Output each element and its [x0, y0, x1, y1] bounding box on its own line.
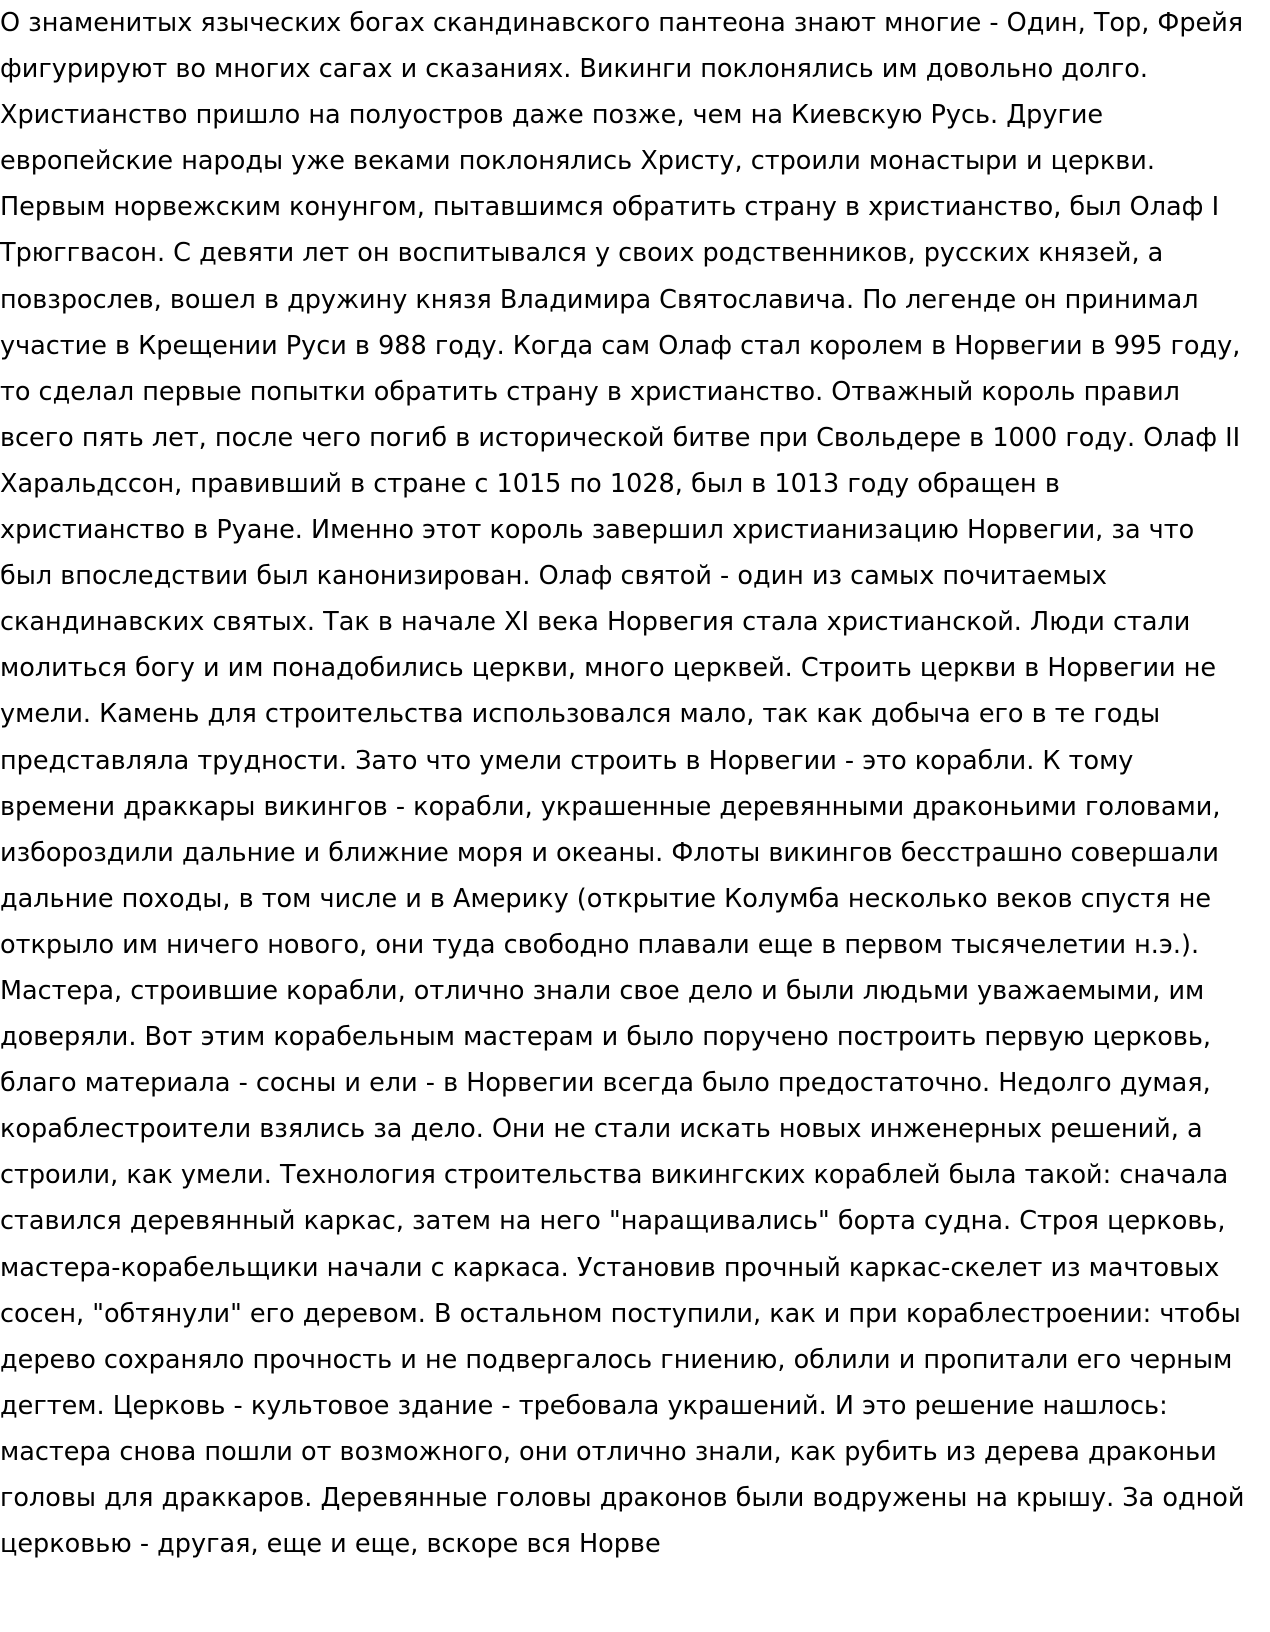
text-line: фигурируют во многих сагах и сказаниях. Викинги поклонялись им довольно долго.: [0, 54, 1148, 85]
text-line: доверяли. Вот этим корабельным мастерам и было поручено построить первую церковь,: [0, 1022, 1212, 1053]
text-line: мастера снова пошли от возможного, они отлично знали, как рубить из дерева драконьи: [0, 1436, 1217, 1467]
text-line: христианство в Руане. Именно этот король завершил христианизацию Норвегии, за что: [0, 515, 1195, 546]
text-line: европейские народы уже веками поклонялись Христу, строили монастыри и церкви.: [0, 146, 1155, 177]
text-line: всего пять лет, после чего погиб в исторической битве при Свольдере в 1000 году. Олаф II: [0, 422, 1241, 453]
text-line: участие в Крещении Руси в 988 году. Когда сам Олаф стал королем в Норвегии в 995 году,: [0, 330, 1241, 361]
text-line: головы для драккаров. Деревянные головы драконов были водружены на крышу. За одной: [0, 1483, 1245, 1513]
text-line: Христианство пришло на полуостров даже позже, чем на Киевскую Русь. Другие: [0, 100, 1104, 131]
text-line: строили, как умели. Технология строительства викингских кораблей была такой: сначала: [0, 1160, 1229, 1191]
text-line: О знаменитых языческих богах скандинавского пантеона знают многие - Один, Тор, Фрейя: [0, 8, 1244, 38]
text-line: избороздили дальние и ближние моря и океаны. Флоты викингов бесстрашно совершали: [0, 837, 1219, 868]
text-line: повзрослев, вошел в дружину князя Владимира Святославича. По легенде он принимал: [0, 284, 1199, 315]
text-line: сосен, "обтянули" его деревом. В остальном поступили, как и при кораблестроении: чтобы: [0, 1298, 1241, 1329]
text-line: благо материала - сосны и ели - в Норвегии всегда было предостаточно. Недолго думая,: [0, 1068, 1211, 1099]
text-line: церковью - другая, еще и еще, вскоре вся Норве: [0, 1529, 661, 1560]
text-line: скандинавских святых. Так в начале XI века Норвегия стала христианской. Люди стали: [0, 607, 1191, 638]
text-line: Харальдссон, правивший в стране с 1015 по 1028, был в 1013 году обращен в: [0, 468, 1060, 499]
text-line: то сделал первые попытки обратить страну в христианство. Отважный король правил: [0, 376, 1180, 407]
text-line: дерево сохраняло прочность и не подвергалось гниению, облили и пропитали его черным: [0, 1344, 1233, 1375]
text-line: был впоследствии был канонизирован. Олаф святой - один из самых почитаемых: [0, 561, 1107, 592]
text-line: ставился деревянный каркас, затем на него "наращивались" борта судна. Строя церковь,: [0, 1206, 1226, 1237]
text-line: мастера-корабельщики начали с каркаса. Установив прочный каркас-скелет из мачтовых: [0, 1252, 1220, 1283]
text-line: времени драккары викингов - корабли, украшенные деревянными драконьими головами,: [0, 791, 1221, 822]
text-line: дальние походы, в том числе и в Америку (открытие Колумба несколько веков спустя не: [0, 883, 1212, 914]
text-line: Трюггвасон. С девяти лет он воспитывался у своих родственников, русских князей, а: [0, 238, 1164, 269]
text-line: Мастера, строившие корабли, отлично знали свое дело и были людьми уважаемыми, им: [0, 975, 1205, 1006]
text-line: представляла трудности. Зато что умели строить в Норвегии - это корабли. К тому: [0, 745, 1134, 776]
text-line: умели. Камень для строительства использовался мало, так как добыча его в те годы: [0, 699, 1161, 730]
text-line: кораблестроители взялись за дело. Они не стали искать новых инженерных решений, а: [0, 1114, 1203, 1145]
text-line: Первым норвежским конунгом, пытавшимся обратить страну в христианство, был Олаф I: [0, 192, 1220, 223]
text-line: открыло им ничего нового, они туда свободно плавали еще в первом тысячелетии н.э.).: [0, 929, 1200, 960]
text-line: молиться богу и им понадобились церкви, много церквей. Строить церкви в Норвегии не: [0, 653, 1217, 684]
text-line: дегтем. Церковь - культовое здание - требовала украшений. И это решение нашлось:: [0, 1390, 1168, 1421]
